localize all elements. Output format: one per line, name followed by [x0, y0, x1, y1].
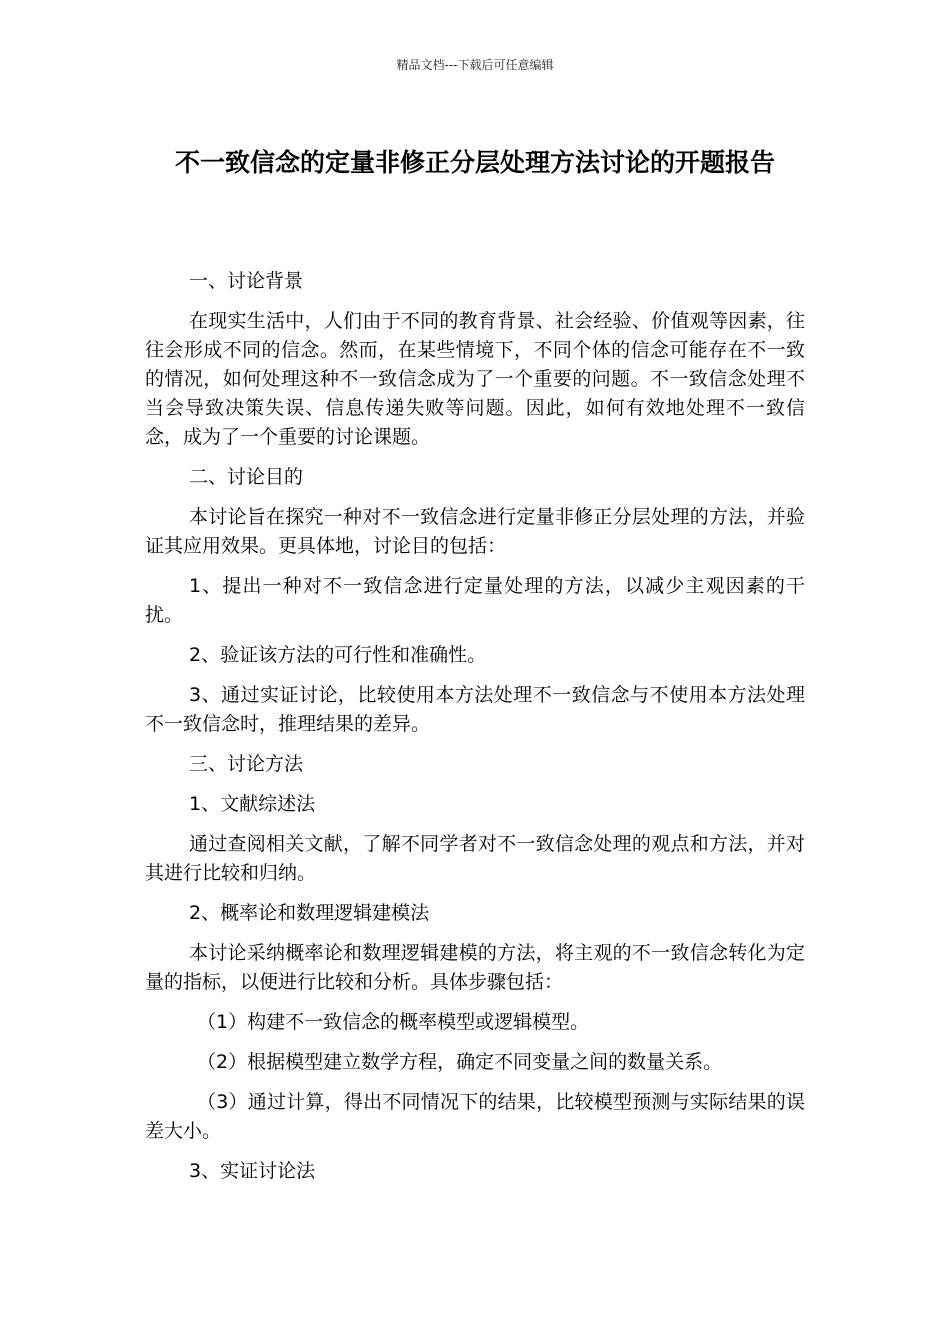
section-heading: 三、讨论方法: [189, 753, 304, 775]
paragraph: 本讨论旨在探究一种对不一致信念进行定量非修正分层处理的方法，并验证其应用效果。更具体地，讨论目的包括：: [145, 506, 805, 557]
paragraph: 在现实生活中，人们由于不同的教育背景、社会经验、价值观等因素，往往会形成不同的信念。然而，在某些情境下，不同个体的信念可能存在不一致的情况，如何处理这种不一致信念成为了一个重要的问题。不一致信念处理不当会导致决策失误、信息传递失败等问题。因此，如何有效地处理不一致信念，成为了一个重要的讨论课题。: [145, 310, 805, 448]
subsection-heading: 2、概率论和数理逻辑建模法: [189, 902, 430, 924]
subsection-heading: 3、实证讨论法: [189, 1160, 316, 1182]
paragraph: 通过查阅相关文献，了解不同学者对不一致信念处理的观点和方法，并对其进行比较和归纳。: [145, 833, 805, 884]
subsection-heading: 1、文献综述法: [189, 793, 316, 815]
step-item: （1）构建不一致信念的概率模型或逻辑模型。: [197, 1011, 590, 1033]
section-heading: 一、讨论背景: [189, 270, 304, 292]
step-item: （2）根据模型建立数学方程，确定不同变量之间的数量关系。: [197, 1051, 723, 1073]
header-note: 精品文档---下载后可任意编辑: [396, 58, 554, 72]
list-item: 2、验证该方法的可行性和准确性。: [189, 644, 487, 666]
list-item: 1、提出一种对不一致信念进行定量处理的方法，以减少主观因素的干扰。: [145, 575, 805, 626]
list-item: 3、通过实证讨论，比较使用本方法处理不一致信念与不使用本方法处理不一致信念时，推理结果的差异。: [145, 684, 805, 735]
document-body: [145, 267, 805, 1197]
document-title: 不一致信念的定量非修正分层处理方法讨论的开题报告: [174, 148, 775, 177]
step-item: （3）通过计算，得出不同情况下的结果，比较模型预测与实际结果的误差大小。: [145, 1091, 805, 1142]
section-heading: 二、讨论目的: [189, 466, 304, 488]
paragraph: 本讨论采纳概率论和数理逻辑建模的方法，将主观的不一致信念转化为定量的指标，以便进行比较和分析。具体步骤包括：: [145, 942, 805, 993]
